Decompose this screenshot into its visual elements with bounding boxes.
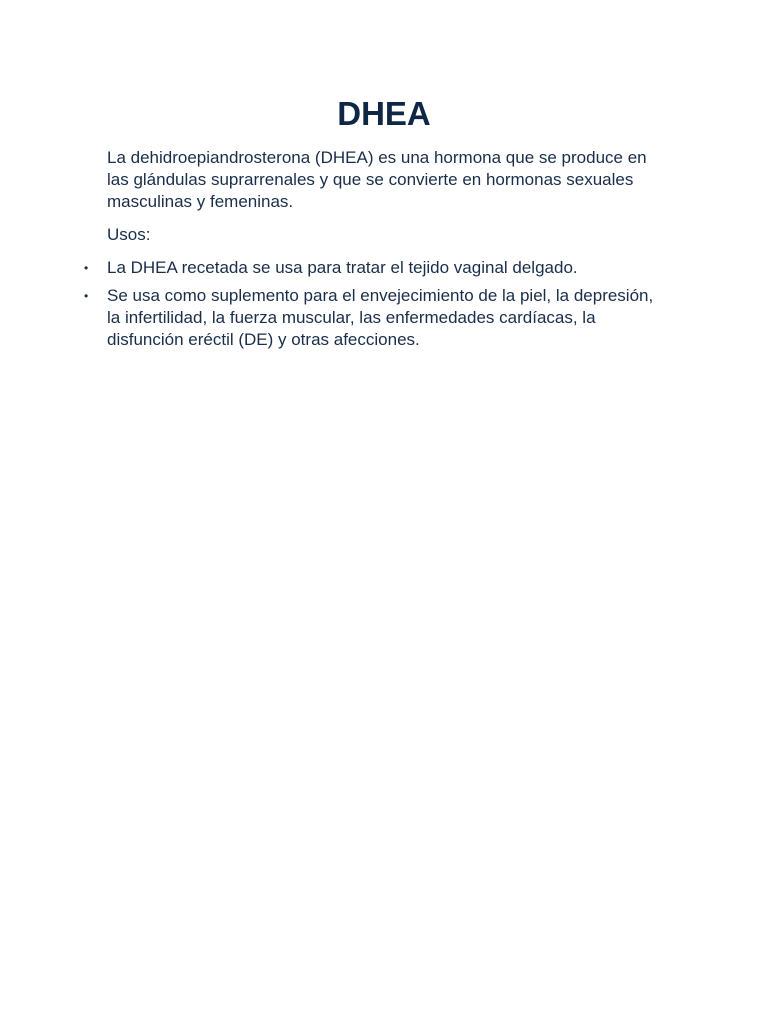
list-item-text: Se usa como suplemento para el envejecimiento de la piel, la depresión, la infertilidad, la fuerza muscular, las enfermedades cardíacas, la disfunción eréctil (DE) y otras afecciones. bbox=[107, 286, 654, 349]
document-body bbox=[84, 147, 667, 357]
bullet-icon: • bbox=[84, 261, 89, 275]
list-item bbox=[84, 285, 667, 351]
page-title: DHEA bbox=[337, 95, 431, 132]
list-item-text: La DHEA recetada se usa para tratar el tejido vaginal delgado. bbox=[107, 258, 578, 277]
bullet-icon: • bbox=[84, 289, 89, 303]
list-item bbox=[84, 257, 667, 279]
uses-heading: Usos: bbox=[107, 225, 151, 244]
intro-paragraph: La dehidroepiandrosterona (DHEA) es una hormona que se produce en las glándulas suprarrenales y que se convierte en hormonas sexuales masculinas y femeninas. bbox=[107, 148, 647, 211]
uses-list bbox=[84, 257, 667, 351]
